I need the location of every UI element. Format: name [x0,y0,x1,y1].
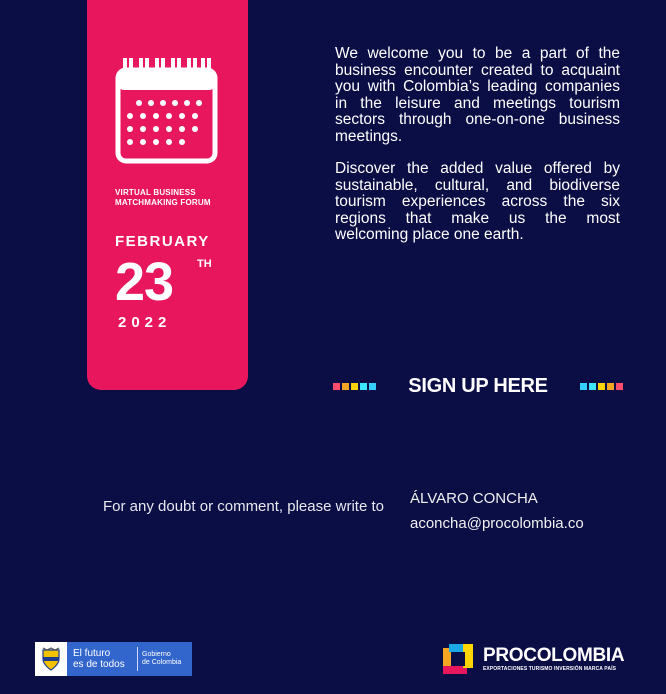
contact-email-link[interactable]: aconcha@procolombia.co [410,515,584,532]
sign-up-banner[interactable] [333,372,623,400]
gov-name-line1: Gobierno [142,651,171,658]
procolombia-logo [441,642,624,676]
intro-paragraph-2: Discover the added value offered by sustainable, cultural, and biodiverse tourism experiences across the six regions that make us the most welcoming place one earth. [335,160,620,243]
brand-tagline: EXPORTACIONES TURISMO INVERSIÓN MARCA PAÍS [483,666,617,672]
color-dot [598,383,605,390]
event-day: 23 [115,252,174,312]
color-dots-left [333,383,376,390]
color-dot [616,383,623,390]
event-date-card [87,0,248,390]
gov-slogan-line1: El futuro [73,648,111,659]
event-title: VIRTUAL BUSINESS MATCHMAKING FORUM [115,188,211,207]
gov-name [142,651,181,667]
gov-name-line2: de Colombia [142,659,182,666]
divider [137,647,138,671]
calendar-icon [115,52,219,164]
color-dot [580,383,587,390]
procolombia-text [483,646,624,672]
intro-text [335,46,620,260]
coat-of-arms-icon [35,642,67,676]
brand-name: PROCOLOMBIA [483,645,625,666]
color-dot [360,383,367,390]
color-dot [589,383,596,390]
procolombia-mark-icon [441,642,475,676]
event-year: 2022 [118,314,172,331]
color-dot [607,383,614,390]
intro-paragraph-1: We welcome you to be a part of the business encounter created to acquaint you with Colombia’s leading companies in the leisure and meetings tourism sectors through one-on-one business meetings. [335,45,620,145]
event-month: FEBRUARY [115,233,210,250]
color-dots-right [580,383,623,390]
contact-name: ÁLVARO CONCHA [410,490,538,507]
event-day-suffix: TH [197,258,212,270]
gov-slogan-line2: es de todos [73,659,125,670]
gov-slogan [73,648,133,670]
sign-up-link[interactable]: SIGN UP HERE [408,374,548,397]
contact-prompt: For any doubt or comment, please write to [103,498,384,515]
color-dot [369,383,376,390]
color-dot [351,383,358,390]
color-dot [342,383,349,390]
color-dot [333,383,340,390]
gobierno-logo [35,642,192,676]
